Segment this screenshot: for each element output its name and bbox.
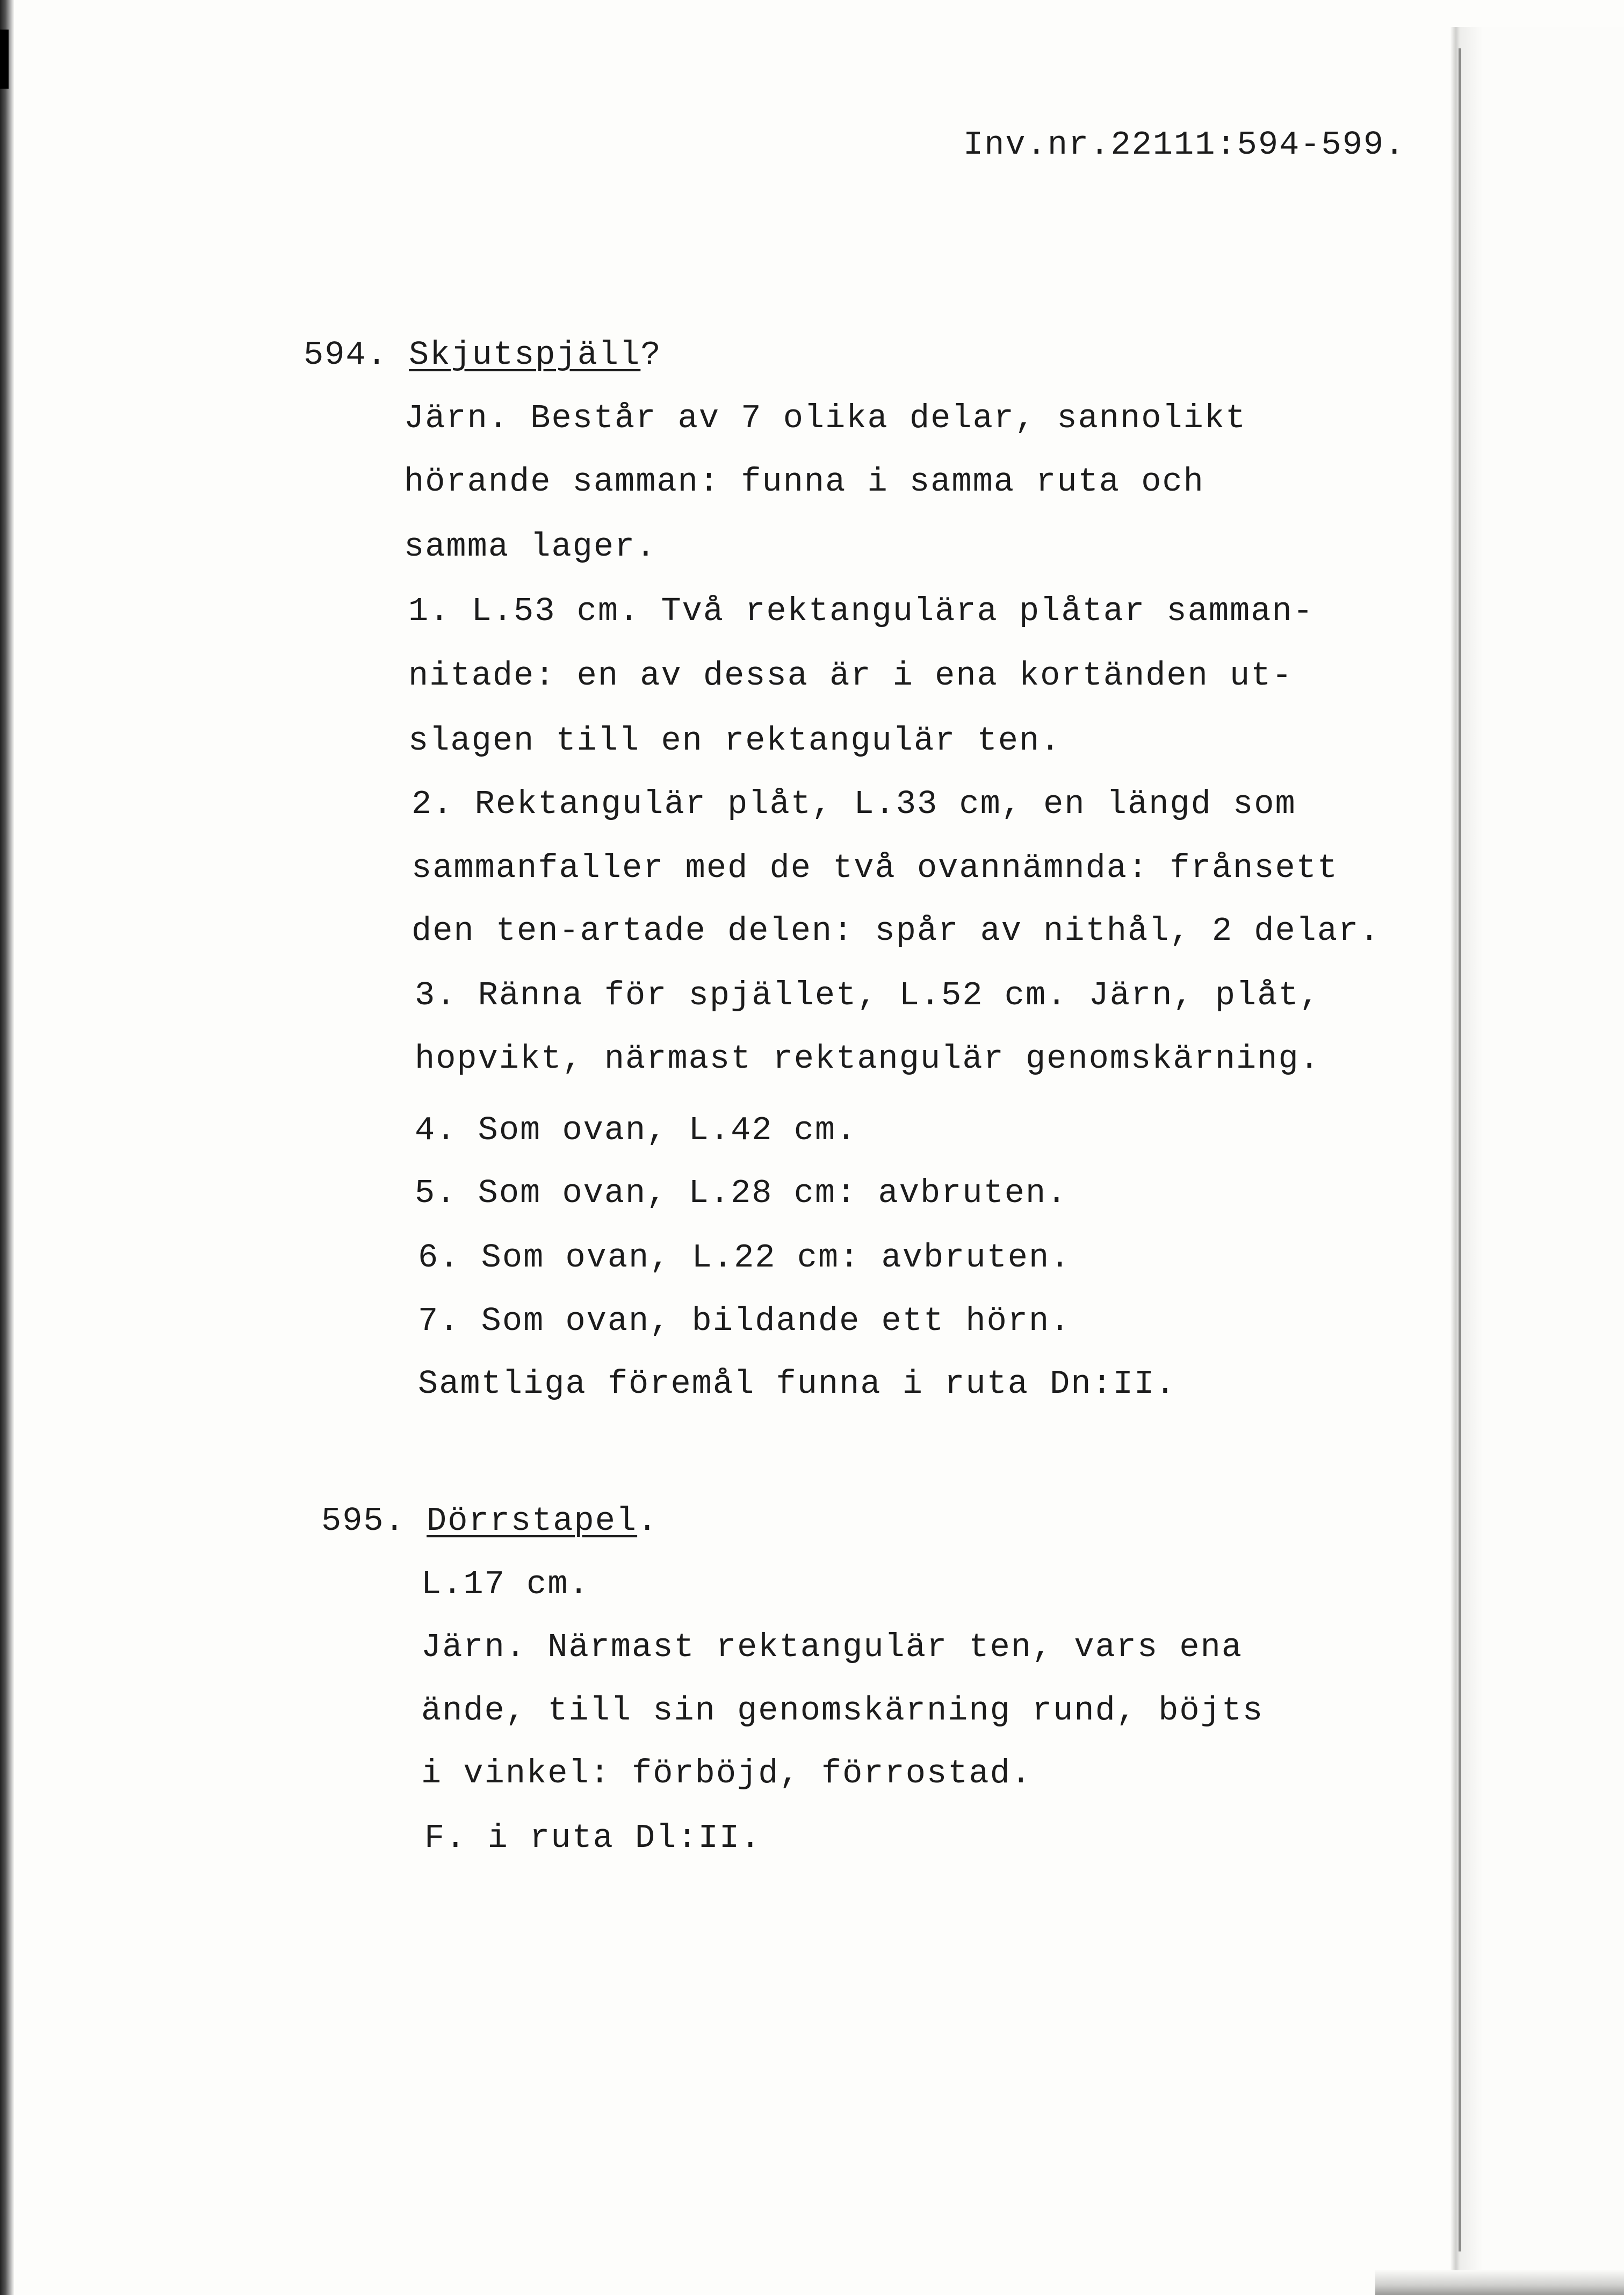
entry-line: Samtliga föremål funna i ruta Dn:II. — [418, 1365, 1177, 1403]
scan-right-edge — [1450, 27, 1624, 2295]
entry-line: i vinkel: förböjd, förrostad. — [421, 1754, 1032, 1793]
entry-line: 4. Som ovan, L.42 cm. — [415, 1111, 857, 1149]
entry-line: 1. L.53 cm. Två rektangulära plåtar samman- — [408, 592, 1314, 630]
entry-line: samma lager. — [404, 528, 657, 566]
entry-line: 2. Rektangulär plåt, L.33 cm, en längd som — [412, 785, 1296, 823]
entry-line: ände, till sin genomskärning rund, böjts — [421, 1692, 1264, 1730]
entry-line: 3. Ränna för spjället, L.52 cm. Järn, plåt, — [415, 976, 1320, 1015]
entry-line: Järn. Närmast rektangulär ten, vars ena — [421, 1628, 1243, 1666]
entry-title-suffix: . — [637, 1502, 659, 1540]
scan-binding-mark — [0, 30, 9, 89]
entry-line: 7. Som ovan, bildande ett hörn. — [418, 1302, 1071, 1340]
entry-line: den ten-artade delen: spår av nithål, 2 delar. — [412, 912, 1381, 950]
inventory-number: Inv.nr.22111:594-599. — [963, 126, 1406, 164]
entry-number: 595. — [321, 1502, 406, 1540]
entry-line: Järn. Består av 7 olika delar, sannolikt — [404, 399, 1247, 437]
entry-line: 6. Som ovan, L.22 cm: avbruten. — [418, 1239, 1071, 1277]
entry-line: 5. Som ovan, L.28 cm: avbruten. — [415, 1174, 1068, 1212]
entry-title: Dörrstapel — [427, 1502, 638, 1540]
entry-line: hopvikt, närmast rektangulär genomskärning. — [415, 1040, 1320, 1078]
entry-line: hörande samman: funna i samma ruta och — [404, 463, 1204, 501]
entry-title: Skjutspjäll — [409, 336, 641, 374]
entry-line: slagen till en rektangulär ten. — [408, 722, 1062, 760]
entry-title-suffix: ? — [640, 336, 662, 374]
entry-number: 594. — [304, 336, 388, 374]
entry-line: L.17 cm. — [421, 1565, 590, 1603]
entry-heading — [321, 1502, 659, 1540]
page-fold-line — [1459, 48, 1461, 2251]
entry-line: sammanfaller med de två ovannämnda: frånsett — [412, 849, 1339, 887]
entry-line: nitade: en av dessa är i ena kortänden ut- — [408, 657, 1293, 695]
scan-bottom-shadow — [1375, 2270, 1624, 2295]
entry-line: F. i ruta Dl:II. — [424, 1819, 762, 1857]
scan-left-edge — [0, 0, 14, 2295]
entry-heading — [304, 336, 662, 374]
